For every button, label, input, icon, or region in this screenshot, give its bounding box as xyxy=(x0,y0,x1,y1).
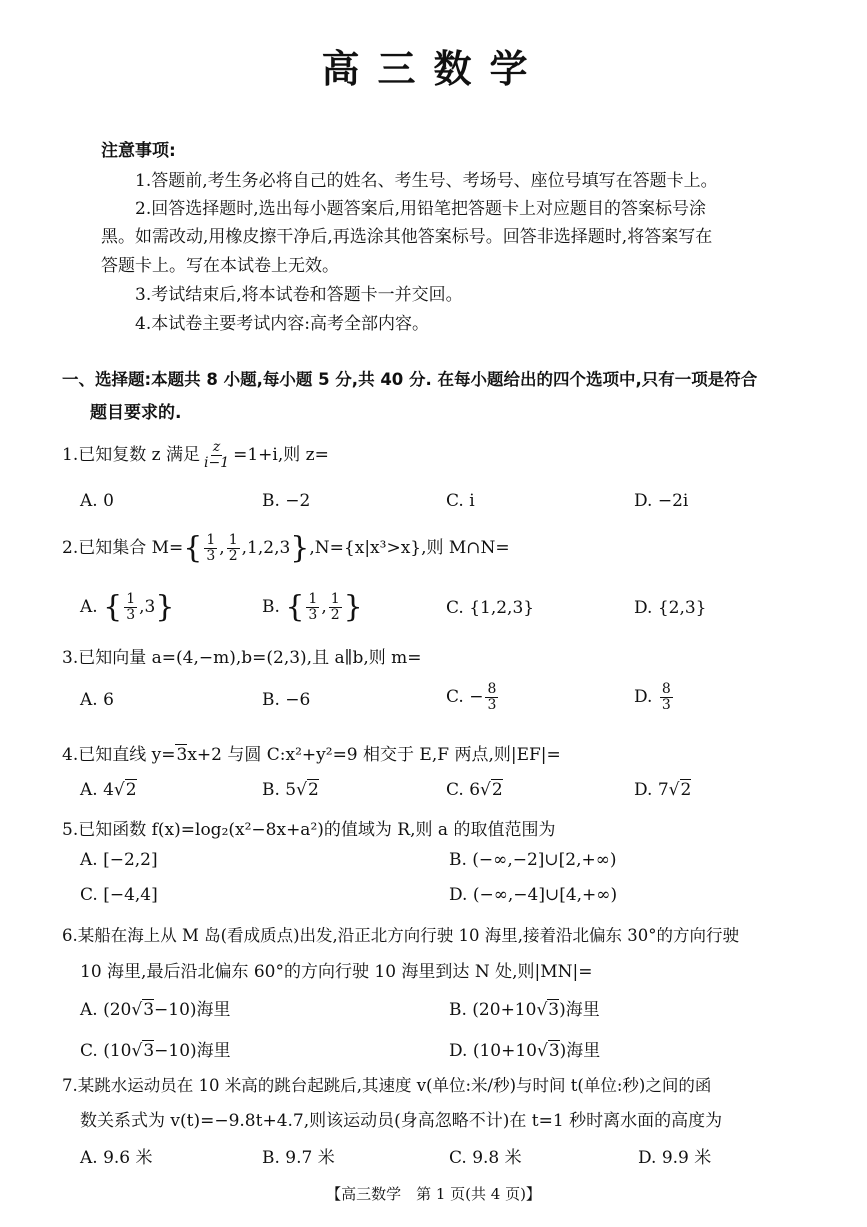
question-6-cont: 10 海里,最后沿北偏东 60°的方向行驶 10 海里到达 N 处,则|MN|= xyxy=(80,962,593,982)
q1-option-d: D. −2i xyxy=(634,491,689,511)
page-title: 高三数学 xyxy=(321,47,546,91)
notes-item-4: 4.本试卷主要考试内容:高考全部内容。 xyxy=(135,314,429,334)
q1-option-b: B. −2 xyxy=(262,491,311,511)
q2-stem: 2.已知集合 M= xyxy=(62,538,184,558)
q4-option-d: D. 7√2 xyxy=(634,780,692,800)
question-6: 6.某船在海上从 M 岛(看成质点)出发,沿正北方向行驶 10 海里,接着沿北偏东 30°的方向行驶 xyxy=(62,926,739,945)
q7-option-d: D. 9.9 米 xyxy=(638,1148,712,1168)
notes-item-2c: 答题卡上。写在本试卷上无效。 xyxy=(101,256,339,276)
q7-option-c: C. 9.8 米 xyxy=(449,1148,522,1168)
notes-heading: 注意事项: xyxy=(101,141,176,161)
q2-option-c: C. {1,2,3} xyxy=(446,598,535,618)
q2-option-b: B. { $\frac{1}{3}$ , $\frac{1}{2}$ } xyxy=(262,589,363,625)
q3-option-c: C. − $\frac{8}{3}$ xyxy=(446,681,497,713)
q6-option-b: B. (20+10√3)海里 xyxy=(449,1000,600,1020)
question-5: 5.已知函数 f(x)=log₂(x²−8x+a²)的值域为 R,则 a 的取值范围为 xyxy=(62,820,556,840)
section-heading-cont: 题目要求的. xyxy=(90,403,182,423)
q5-option-a: A. [−2,2] xyxy=(80,850,158,870)
q5-option-b: B. (−∞,−2]∪[2,+∞) xyxy=(449,850,617,870)
q3-option-b: B. −6 xyxy=(262,690,311,710)
q7-option-b: B. 9.7 米 xyxy=(262,1148,335,1168)
q1-option-c: C. i xyxy=(446,491,475,511)
q2-option-d: D. {2,3} xyxy=(634,598,707,618)
q1-fraction: $\frac{z}{i-1}$ xyxy=(203,439,230,471)
section-heading: 一、选择题:本题共 8 小题,每小题 5 分,共 40 分. 在每小题给出的四个选项中,只有一项是符合 xyxy=(62,370,758,389)
q5-option-c: C. [−4,4] xyxy=(80,885,158,905)
q7-option-a: A. 9.6 米 xyxy=(80,1148,153,1168)
q3-option-a: A. 6 xyxy=(80,690,114,710)
q6-option-d: D. (10+10√3)海里 xyxy=(449,1041,601,1061)
q6-option-a: A. (20√3−10)海里 xyxy=(80,1000,231,1020)
question-7: 7.某跳水运动员在 10 米高的跳台起跳后,其速度 v(单位:米/秒)与时间 t(单位:秒)之间的函 xyxy=(62,1076,712,1095)
question-1 xyxy=(62,440,329,471)
q1-option-a: A. 0 xyxy=(80,491,114,511)
question-3: 3.已知向量 a=(4,−m),b=(2,3),且 a∥b,则 m= xyxy=(62,648,422,668)
question-4: 4.已知直线 y=3x+2 与圆 C:x²+y²=9 相交于 E,F 两点,则|EF|= xyxy=(62,745,561,765)
q1-stem-end: =1+i,则 z= xyxy=(233,445,329,465)
q4-option-b: B. 5√2 xyxy=(262,780,319,800)
notes-item-2a: 2.回答选择题时,选出每小题答案后,用铅笔把答题卡上对应题目的答案标号涂 xyxy=(135,199,707,219)
q6-option-c: C. (10√3−10)海里 xyxy=(80,1041,231,1061)
notes-item-1: 1.答题前,考生务必将自己的姓名、考生号、考场号、座位号填写在答题卡上。 xyxy=(135,171,718,191)
q4-option-c: C. 6√2 xyxy=(446,780,503,800)
q2-stem-end: ,N={x|x³>x},则 M∩N= xyxy=(309,538,510,558)
notes-item-2b: 黑。如需改动,用橡皮擦干净后,再选涂其他答案标号。回答非选择题时,将答案写在 xyxy=(101,227,713,247)
page-footer: 【高三数学 第 1 页(共 4 页)】 xyxy=(326,1185,541,1203)
question-2: 2.已知集合 M={ $\frac{1}{3}$ , $\frac{1}{2}$ ,1,2,3},N={x|x³>x},则 M∩N= xyxy=(62,530,510,566)
q5-option-d: D. (−∞,−4]∪[4,+∞) xyxy=(449,885,618,905)
q2-option-a: A. { $\frac{1}{3}$ ,3} xyxy=(80,589,175,625)
q3-option-d: D. $\frac{8}{3}$ xyxy=(634,681,671,713)
q4-option-a: A. 4√2 xyxy=(80,780,137,800)
question-7-cont: 数关系式为 v(t)=−9.8t+4.7,则该运动员(身高忽略不计)在 t=1 秒时离水面的高度为 xyxy=(80,1111,723,1131)
q1-stem: 1.已知复数 z 满足 xyxy=(62,445,200,465)
notes-item-3: 3.考试结束后,将本试卷和答题卡一并交回。 xyxy=(135,285,463,305)
